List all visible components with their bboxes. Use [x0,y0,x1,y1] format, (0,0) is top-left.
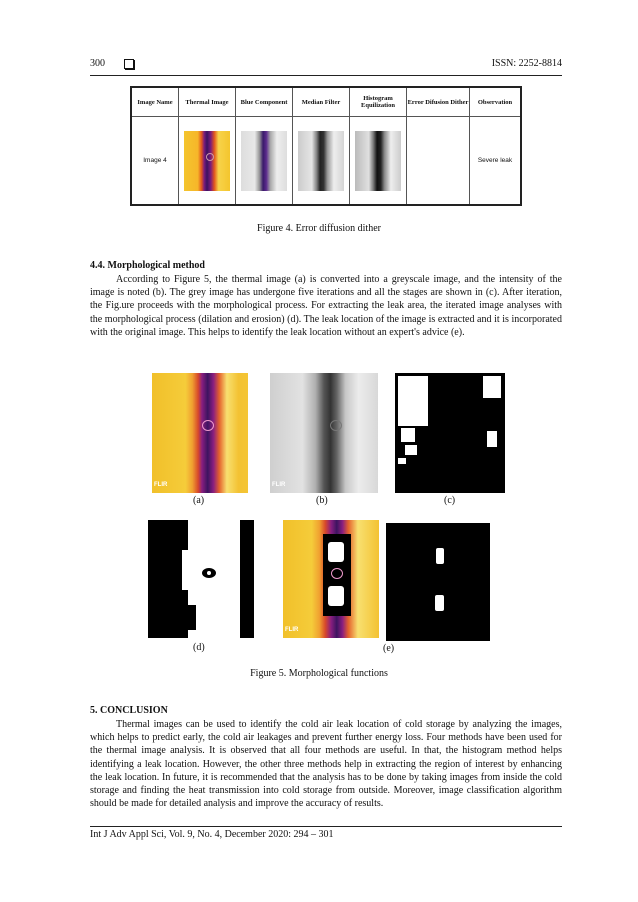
col-error-diffusion: Error Difusion Dither [407,87,470,117]
blue-thumbnail [241,131,287,191]
fig5-label-b: (b) [316,495,328,506]
figure4-table [130,86,522,206]
figure5-caption: Figure 5. Morphological functions [250,668,388,679]
fig5-panel-e-overlay [283,520,379,638]
fig5-panel-a [152,373,248,493]
fig5-panel-d [148,520,254,638]
col-median-filter: Median Filter [293,87,350,117]
thermal-image-cell [179,117,236,206]
col-observation: Observation [470,87,522,117]
flir-logo-b: FLIR [272,482,286,488]
header-rule [90,75,562,76]
fig5-panel-e-mask [386,523,492,641]
issn: ISSN: 2252-8814 [491,58,562,69]
row-image-name: Image 4 [131,117,179,206]
flir-logo-a: FLIR [154,482,168,488]
fig5-label-d: (d) [193,642,205,653]
observation-cell: Severe leak [470,117,522,206]
fig5-label-c: (c) [444,495,456,506]
thermal-thumbnail [184,131,230,191]
checkbox-glyph-icon [124,59,134,69]
fig5-panel-c [395,373,505,493]
blue-component-cell [236,117,293,206]
section-4-4-paragraph: According to Figure 5, the thermal image (a) is converted into a greyscale image, and the intensity of the image is noted (b). The grey image has undergone five iterations and all the stages are shown in (c). After iteration, the Fig.ure proceeds with the morphological process. For extracting the leak area, the iterated image analyses with the morphological process (dilation and erosion) (d). The leak location of the image is extracted and it is incorporated with the original image. This helps to identify the leak location without an expert's advice (e). [90,274,562,338]
section-5-paragraph: Thermal images can be used to identify the cold air leak location of cold storage by analyzing the images, which helps to predict early, the cold air leakages and prevent further energy loss. Four methods have been used for the thermal image analysis. It is observed that all four methods are useful. In that, the histogram method helps identifying a leak location. However, the other three methods help in extracting the region of interest by enhancing the leak location. In future, it is recommended that the analysis has to be done by taking images from inside the cold storage and finding the heat transmission into cold storage from outside. Moreover, image classification algorithm should be made for detailed analysis and improve the accuracy of results. [90,719,562,810]
col-thermal-image: Thermal Image [179,87,236,117]
section-5-heading: 5. CONCLUSION [90,705,168,716]
section-4-4-heading: 4.4. Morphological method [90,260,205,271]
flir-logo-e: FLIR [285,627,299,633]
footer-rule [90,826,562,827]
histogram-thumbnail [355,131,401,191]
page-number: 300 [90,58,105,69]
col-image-name: Image Name [131,87,179,117]
median-filter-cell [293,117,350,206]
footer-citation: Int J Adv Appl Sci, Vol. 9, No. 4, December 2020: 294 – 301 [90,829,334,840]
fig5-panel-b [270,373,378,493]
fig5-label-e: (e) [383,643,395,654]
median-thumbnail [298,131,344,191]
fig5-label-a: (a) [193,495,205,506]
figure4-caption: Figure 4. Error diffusion dither [257,223,381,234]
col-blue-component: Blue Component [236,87,293,117]
histogram-cell [350,117,407,206]
error-diffusion-cell [407,117,470,206]
col-histogram-equalization: Histogram Equilization [350,87,407,117]
